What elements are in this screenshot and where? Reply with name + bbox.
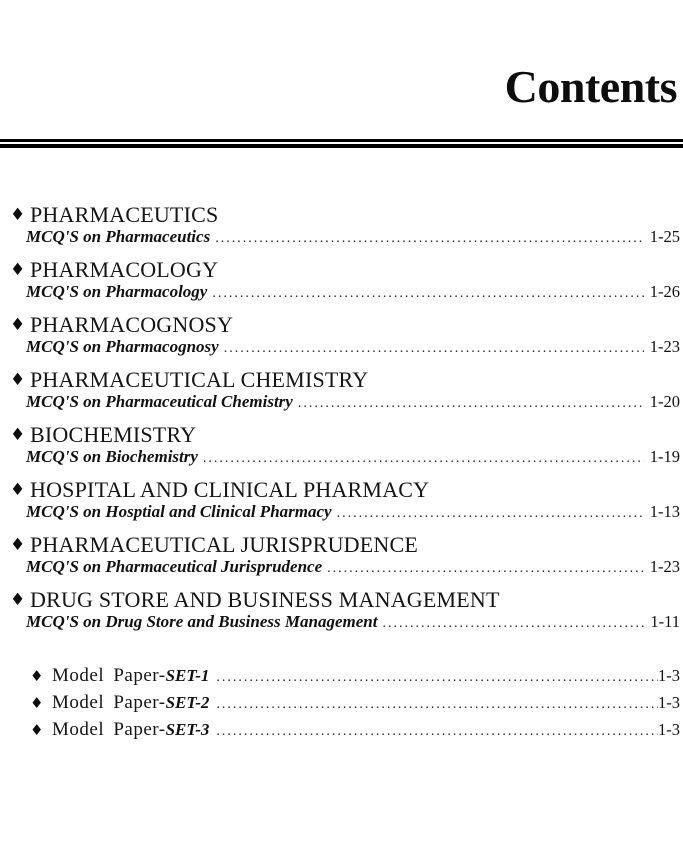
diamond-bullet-icon: ♦: [30, 721, 44, 739]
model-paper-label: Model Paper-: [52, 665, 166, 686]
model-paper-row: [30, 717, 680, 744]
section-heading: PHARMACEUTICAL CHEMISTRY: [30, 367, 369, 392]
section-heading-row: [8, 204, 680, 226]
diamond-bullet-icon: ♦: [10, 424, 26, 445]
section-heading: PHARMACEUTICAL JURISPRUDENCE: [30, 532, 418, 557]
toc-section: [8, 204, 680, 250]
section-heading-row: [8, 369, 680, 391]
model-paper-label: Model Paper-: [52, 692, 166, 713]
dot-leader: [203, 448, 644, 470]
section-heading-row: [8, 314, 680, 336]
diamond-bullet-icon: ♦: [10, 314, 26, 335]
section-heading-row: [8, 259, 680, 281]
dot-leader: [224, 338, 644, 360]
section-heading-row: [8, 589, 680, 611]
section-subtitle: MCQ'S on Pharmacognosy: [26, 337, 219, 356]
section-subtitle: MCQ'S on Hosptial and Clinical Pharmacy: [26, 502, 332, 521]
model-paper-pages: 1-3: [658, 720, 680, 739]
section-heading: BIOCHEMISTRY: [30, 422, 197, 447]
model-paper-list: [30, 663, 680, 744]
model-paper-set: SET-1: [165, 666, 210, 685]
model-paper-set: SET-3: [165, 720, 210, 739]
diamond-bullet-icon: ♦: [10, 259, 26, 280]
diamond-bullet-icon: ♦: [10, 479, 26, 500]
section-subtitle-row: [26, 611, 680, 635]
section-pages: 1-11: [650, 612, 680, 631]
diamond-bullet-icon: ♦: [10, 534, 26, 555]
model-paper-pages: 1-3: [658, 666, 680, 685]
toc-section: [8, 479, 680, 525]
section-pages: 1-23: [649, 557, 680, 576]
section-subtitle-row: [26, 556, 680, 580]
contents-page: [0, 61, 683, 864]
section-heading: HOSPITAL AND CLINICAL PHARMACY: [30, 477, 430, 502]
model-paper-set: SET-2: [165, 693, 210, 712]
page-title: Contents: [504, 61, 677, 112]
dot-leader: [215, 228, 644, 250]
toc-section: [8, 424, 680, 470]
section-heading: PHARMACOLOGY: [30, 257, 219, 282]
section-heading-row: [8, 424, 680, 446]
section-heading-row: [8, 479, 680, 501]
double-rule: [0, 139, 683, 148]
dot-leader: [337, 503, 644, 525]
section-pages: 1-26: [649, 282, 680, 301]
diamond-bullet-icon: ♦: [30, 667, 44, 685]
section-heading: PHARMACEUTICS: [30, 202, 219, 227]
dot-leader: [216, 692, 658, 717]
section-pages: 1-25: [649, 227, 680, 246]
section-subtitle: MCQ'S on Pharmaceutical Jurisprudence: [26, 557, 323, 576]
model-paper-row: [30, 690, 680, 717]
diamond-bullet-icon: ♦: [10, 589, 26, 610]
section-pages: 1-13: [649, 502, 680, 521]
toc-section: [8, 534, 680, 580]
toc-section-list: [8, 204, 680, 635]
section-subtitle-row: [26, 336, 680, 360]
section-subtitle-row: [26, 391, 680, 415]
section-subtitle: MCQ'S on Pharmaceutics: [26, 227, 211, 246]
section-subtitle-row: [26, 281, 680, 305]
section-heading-row: [8, 534, 680, 556]
section-subtitle: MCQ'S on Pharmaceutical Chemistry: [26, 392, 293, 411]
model-paper-label: Model Paper-: [52, 719, 166, 740]
model-paper-row: [30, 663, 680, 690]
toc-section: [8, 369, 680, 415]
section-subtitle-row: [26, 446, 680, 470]
diamond-bullet-icon: ♦: [10, 369, 26, 390]
diamond-bullet-icon: ♦: [30, 694, 44, 712]
section-pages: 1-19: [649, 447, 680, 466]
section-subtitle: MCQ'S on Drug Store and Business Management: [26, 612, 378, 631]
model-paper-pages: 1-3: [658, 693, 680, 712]
dot-leader: [212, 283, 643, 305]
dot-leader: [216, 719, 658, 744]
toc-section: [8, 314, 680, 360]
section-heading: PHARMACOGNOSY: [30, 312, 234, 337]
section-subtitle: MCQ'S on Biochemistry: [26, 447, 198, 466]
section-pages: 1-20: [649, 392, 680, 411]
dot-leader: [382, 613, 644, 635]
section-heading: DRUG STORE AND BUSINESS MANAGEMENT: [30, 587, 500, 612]
toc-section: [8, 259, 680, 305]
dot-leader: [298, 393, 644, 415]
diamond-bullet-icon: ♦: [10, 204, 26, 225]
dot-leader: [327, 558, 644, 580]
dot-leader: [216, 665, 658, 690]
section-pages: 1-23: [649, 337, 680, 356]
section-subtitle: MCQ'S on Pharmacology: [26, 282, 208, 301]
toc-section: [8, 589, 680, 635]
section-subtitle-row: [26, 501, 680, 525]
rule-bottom-line: [0, 144, 683, 148]
section-subtitle-row: [26, 226, 680, 250]
